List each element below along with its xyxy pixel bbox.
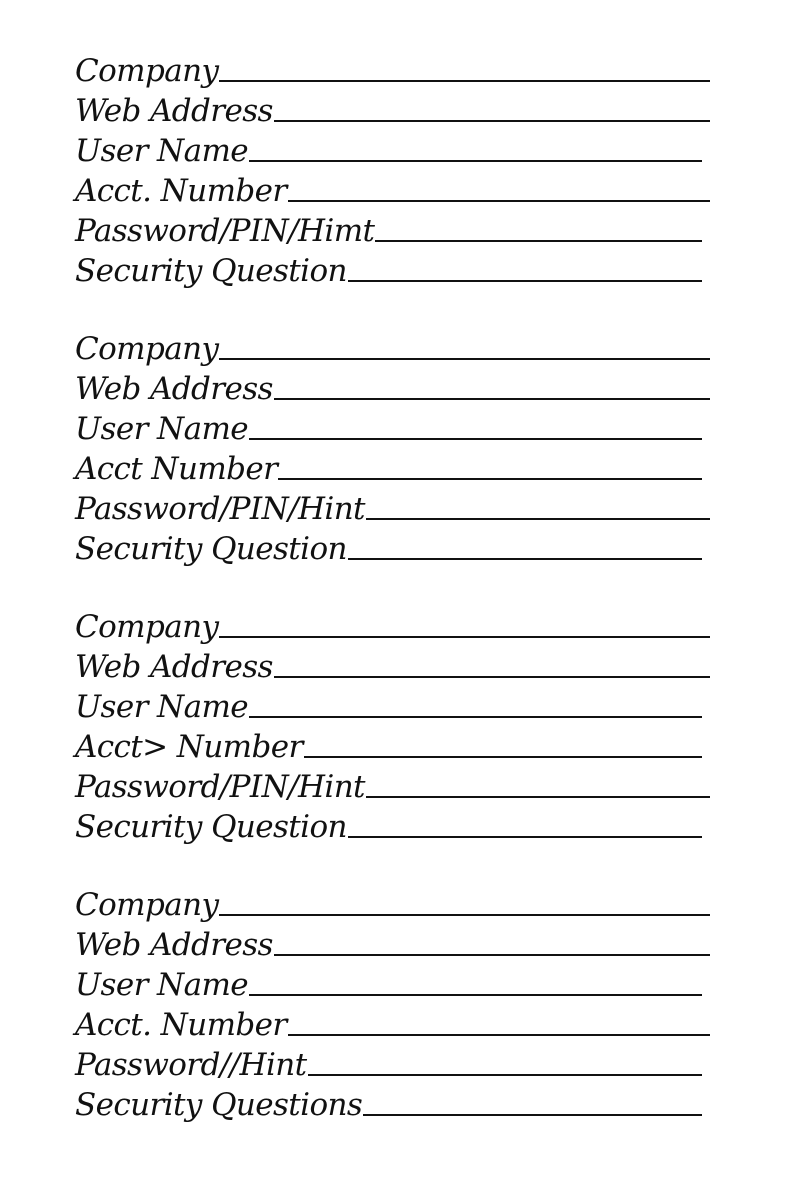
user-name-label: User Name	[75, 411, 249, 447]
account-entry-block-1	[75, 48, 710, 288]
account-number-write-line	[288, 200, 710, 202]
company-write-line	[219, 80, 710, 82]
password-write-line	[308, 1074, 703, 1076]
web-address-write-line	[274, 954, 710, 956]
company-label: Company	[75, 887, 219, 923]
password-write-line	[375, 240, 702, 242]
company-label: Company	[75, 331, 219, 367]
security-question-write-line	[348, 280, 702, 282]
password-write-line	[366, 796, 710, 798]
user-name-row	[75, 406, 710, 446]
web-address-label: Web Address	[75, 93, 273, 129]
company-row	[75, 604, 710, 644]
password-label: Password/PIN/Himt	[75, 213, 375, 249]
user-name-label: User Name	[75, 689, 249, 725]
account-number-label: Acct> Number	[75, 729, 303, 765]
account-number-row	[75, 446, 710, 486]
web-address-write-line	[274, 676, 710, 678]
account-number-label: Acct. Number	[75, 173, 287, 209]
security-question-row	[75, 248, 710, 288]
user-name-write-line	[249, 160, 702, 162]
user-name-write-line	[249, 716, 702, 718]
password-row	[75, 764, 710, 804]
account-number-write-line	[304, 756, 702, 758]
user-name-row	[75, 128, 710, 168]
web-address-row	[75, 644, 710, 684]
password-write-line	[366, 518, 710, 520]
web-address-write-line	[274, 398, 710, 400]
account-entry-block-3	[75, 604, 710, 844]
account-number-row	[75, 1002, 710, 1042]
company-row	[75, 326, 710, 366]
user-name-label: User Name	[75, 967, 249, 1003]
company-write-line	[219, 358, 710, 360]
security-question-label: Security Question	[75, 809, 347, 845]
user-name-write-line	[249, 994, 702, 996]
security-question-write-line	[363, 1114, 702, 1116]
security-question-write-line	[348, 836, 702, 838]
company-write-line	[219, 914, 710, 916]
web-address-label: Web Address	[75, 927, 273, 963]
company-label: Company	[75, 53, 219, 89]
web-address-row	[75, 88, 710, 128]
web-address-row	[75, 922, 710, 962]
user-name-row	[75, 684, 710, 724]
security-question-label: Security Question	[75, 253, 347, 289]
user-name-row	[75, 962, 710, 1002]
password-label: Password//Hint	[75, 1047, 307, 1083]
account-entry-block-4	[75, 882, 710, 1122]
company-label: Company	[75, 609, 219, 645]
account-number-write-line	[288, 1034, 710, 1036]
account-number-row	[75, 168, 710, 208]
password-label: Password/PIN/Hint	[75, 491, 365, 527]
web-address-label: Web Address	[75, 371, 273, 407]
account-number-label: Acct. Number	[75, 1007, 287, 1043]
security-question-label: Security Question	[75, 531, 347, 567]
account-number-row	[75, 724, 710, 764]
user-name-label: User Name	[75, 133, 249, 169]
web-address-row	[75, 366, 710, 406]
account-number-write-line	[278, 478, 702, 480]
company-row	[75, 882, 710, 922]
password-row	[75, 208, 710, 248]
company-write-line	[219, 636, 710, 638]
password-row	[75, 486, 710, 526]
security-question-write-line	[348, 558, 702, 560]
web-address-label: Web Address	[75, 649, 273, 685]
security-question-row	[75, 804, 710, 844]
company-row	[75, 48, 710, 88]
security-question-row	[75, 526, 710, 566]
web-address-write-line	[274, 120, 710, 122]
security-question-label: Security Questions	[75, 1087, 363, 1123]
account-entry-block-2	[75, 326, 710, 566]
account-number-label: Acct Number	[75, 451, 278, 487]
security-question-row	[75, 1082, 710, 1122]
user-name-write-line	[249, 438, 702, 440]
password-row	[75, 1042, 710, 1082]
password-label: Password/PIN/Hint	[75, 769, 365, 805]
